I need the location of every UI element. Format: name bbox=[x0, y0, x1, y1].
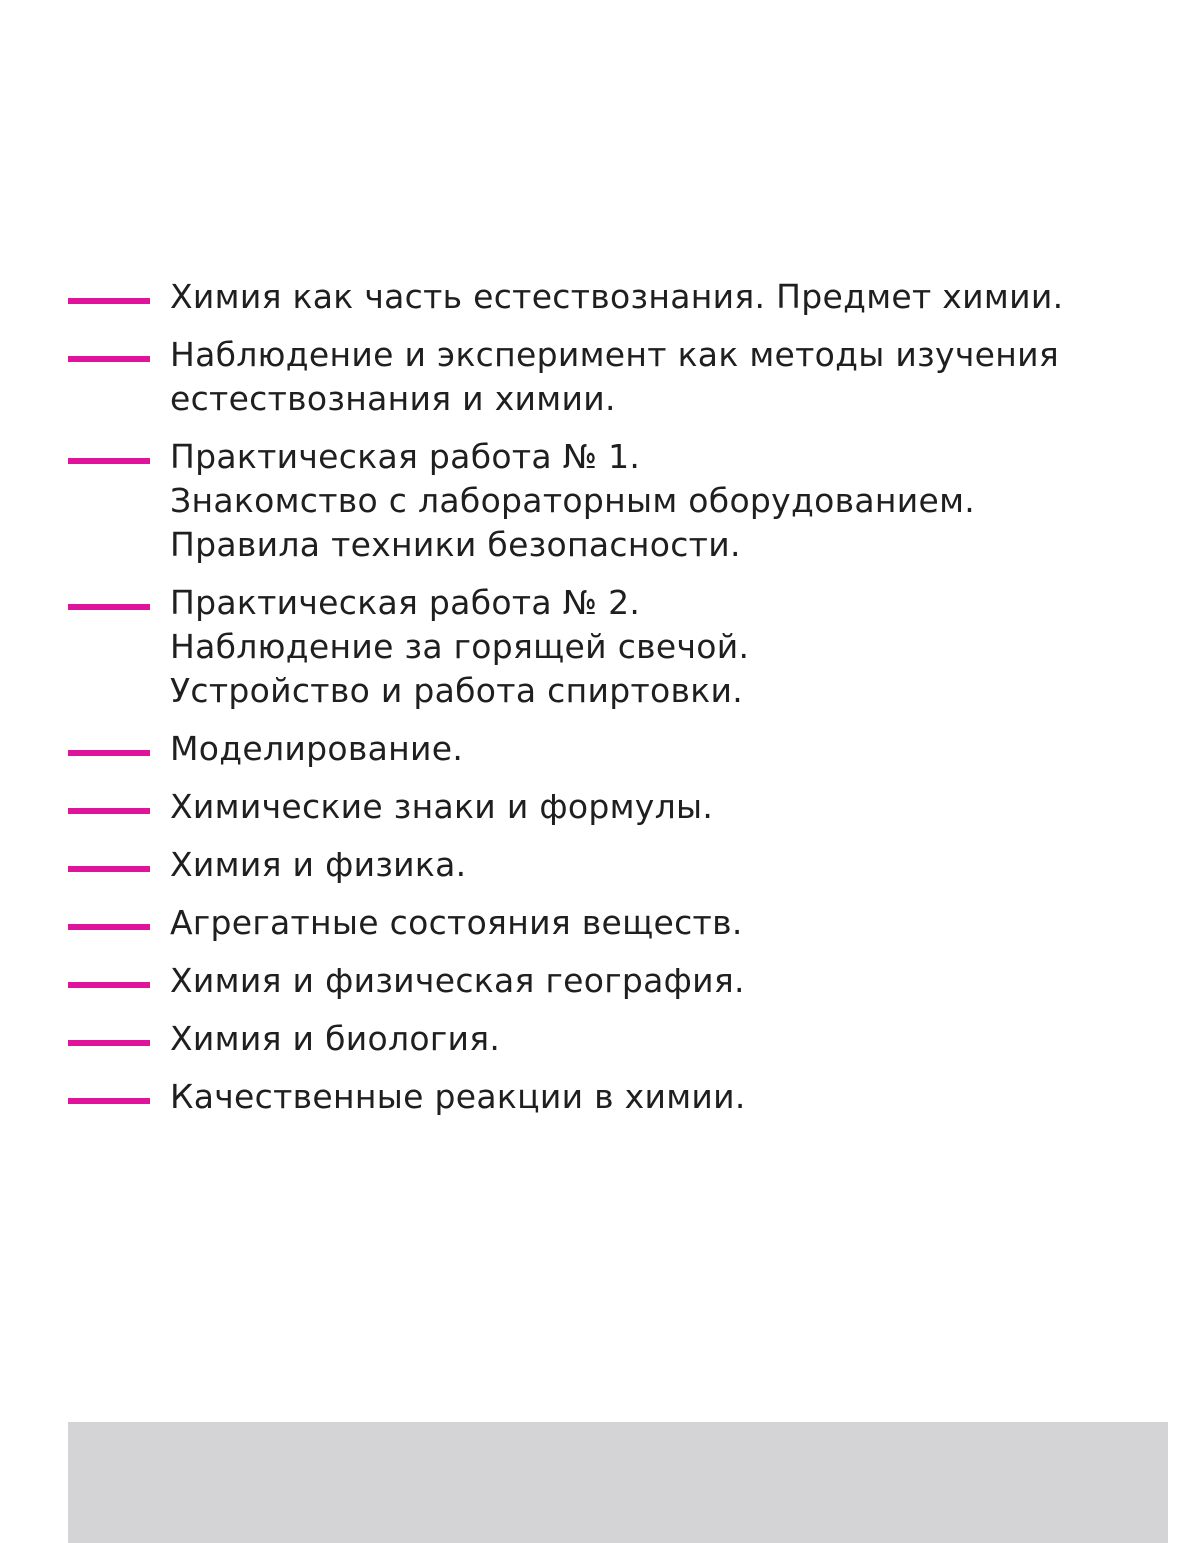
topic-line: Практическая работа № 1. bbox=[170, 437, 641, 476]
topic-text bbox=[170, 1017, 1128, 1061]
topic-item bbox=[68, 1017, 1128, 1061]
topics-list bbox=[68, 275, 1128, 1133]
topic-text bbox=[170, 581, 1128, 713]
dash-marker-icon bbox=[68, 808, 150, 814]
dash-marker-icon bbox=[68, 604, 150, 610]
topic-item bbox=[68, 901, 1128, 945]
topic-item bbox=[68, 333, 1128, 421]
topic-text bbox=[170, 333, 1128, 421]
topic-text bbox=[170, 785, 1128, 829]
topic-item bbox=[68, 843, 1128, 887]
topic-line: Наблюдение за горящей свечой. bbox=[170, 627, 750, 666]
topic-item bbox=[68, 581, 1128, 713]
dash-marker-icon bbox=[68, 750, 150, 756]
dash-marker-icon bbox=[68, 1098, 150, 1104]
topic-text bbox=[170, 843, 1128, 887]
topic-line: Химия и физическая география. bbox=[170, 961, 745, 1000]
topic-text bbox=[170, 901, 1128, 945]
topic-text bbox=[170, 959, 1128, 1003]
topic-text bbox=[170, 727, 1128, 771]
topic-item bbox=[68, 435, 1128, 567]
dash-marker-icon bbox=[68, 982, 150, 988]
dash-marker-icon bbox=[68, 458, 150, 464]
topic-item bbox=[68, 959, 1128, 1003]
topic-item bbox=[68, 1075, 1128, 1119]
topic-line: Химия и физика. bbox=[170, 845, 467, 884]
topic-text bbox=[170, 1075, 1128, 1119]
topic-line: Моделирование. bbox=[170, 729, 464, 768]
dash-marker-icon bbox=[68, 356, 150, 362]
topic-line: Химия как часть естествознания. Предмет химии. bbox=[170, 277, 1064, 316]
dash-marker-icon bbox=[68, 1040, 150, 1046]
topic-line: Наблюдение и эксперимент как методы изучения bbox=[170, 335, 1060, 374]
dash-marker-icon bbox=[68, 866, 150, 872]
topic-line: Устройство и работа спиртовки. bbox=[170, 671, 743, 710]
dash-marker-icon bbox=[68, 298, 150, 304]
dash-marker-icon bbox=[68, 924, 150, 930]
topic-text bbox=[170, 435, 1128, 567]
topic-item bbox=[68, 275, 1128, 319]
topic-line: Качественные реакции в химии. bbox=[170, 1077, 746, 1116]
topic-line: Практическая работа № 2. bbox=[170, 583, 641, 622]
topic-line: Химия и биология. bbox=[170, 1019, 501, 1058]
topic-item bbox=[68, 785, 1128, 829]
topic-line: Правила техники безопасности. bbox=[170, 525, 741, 564]
footer-bar bbox=[68, 1422, 1168, 1543]
topic-line: Агрегатные состояния веществ. bbox=[170, 903, 743, 942]
topic-line: Знакомство с лабораторным оборудованием. bbox=[170, 481, 976, 520]
topic-text bbox=[170, 275, 1128, 319]
topic-line: естествознания и химии. bbox=[170, 379, 616, 418]
topic-line: Химические знаки и формулы. bbox=[170, 787, 714, 826]
topic-item bbox=[68, 727, 1128, 771]
